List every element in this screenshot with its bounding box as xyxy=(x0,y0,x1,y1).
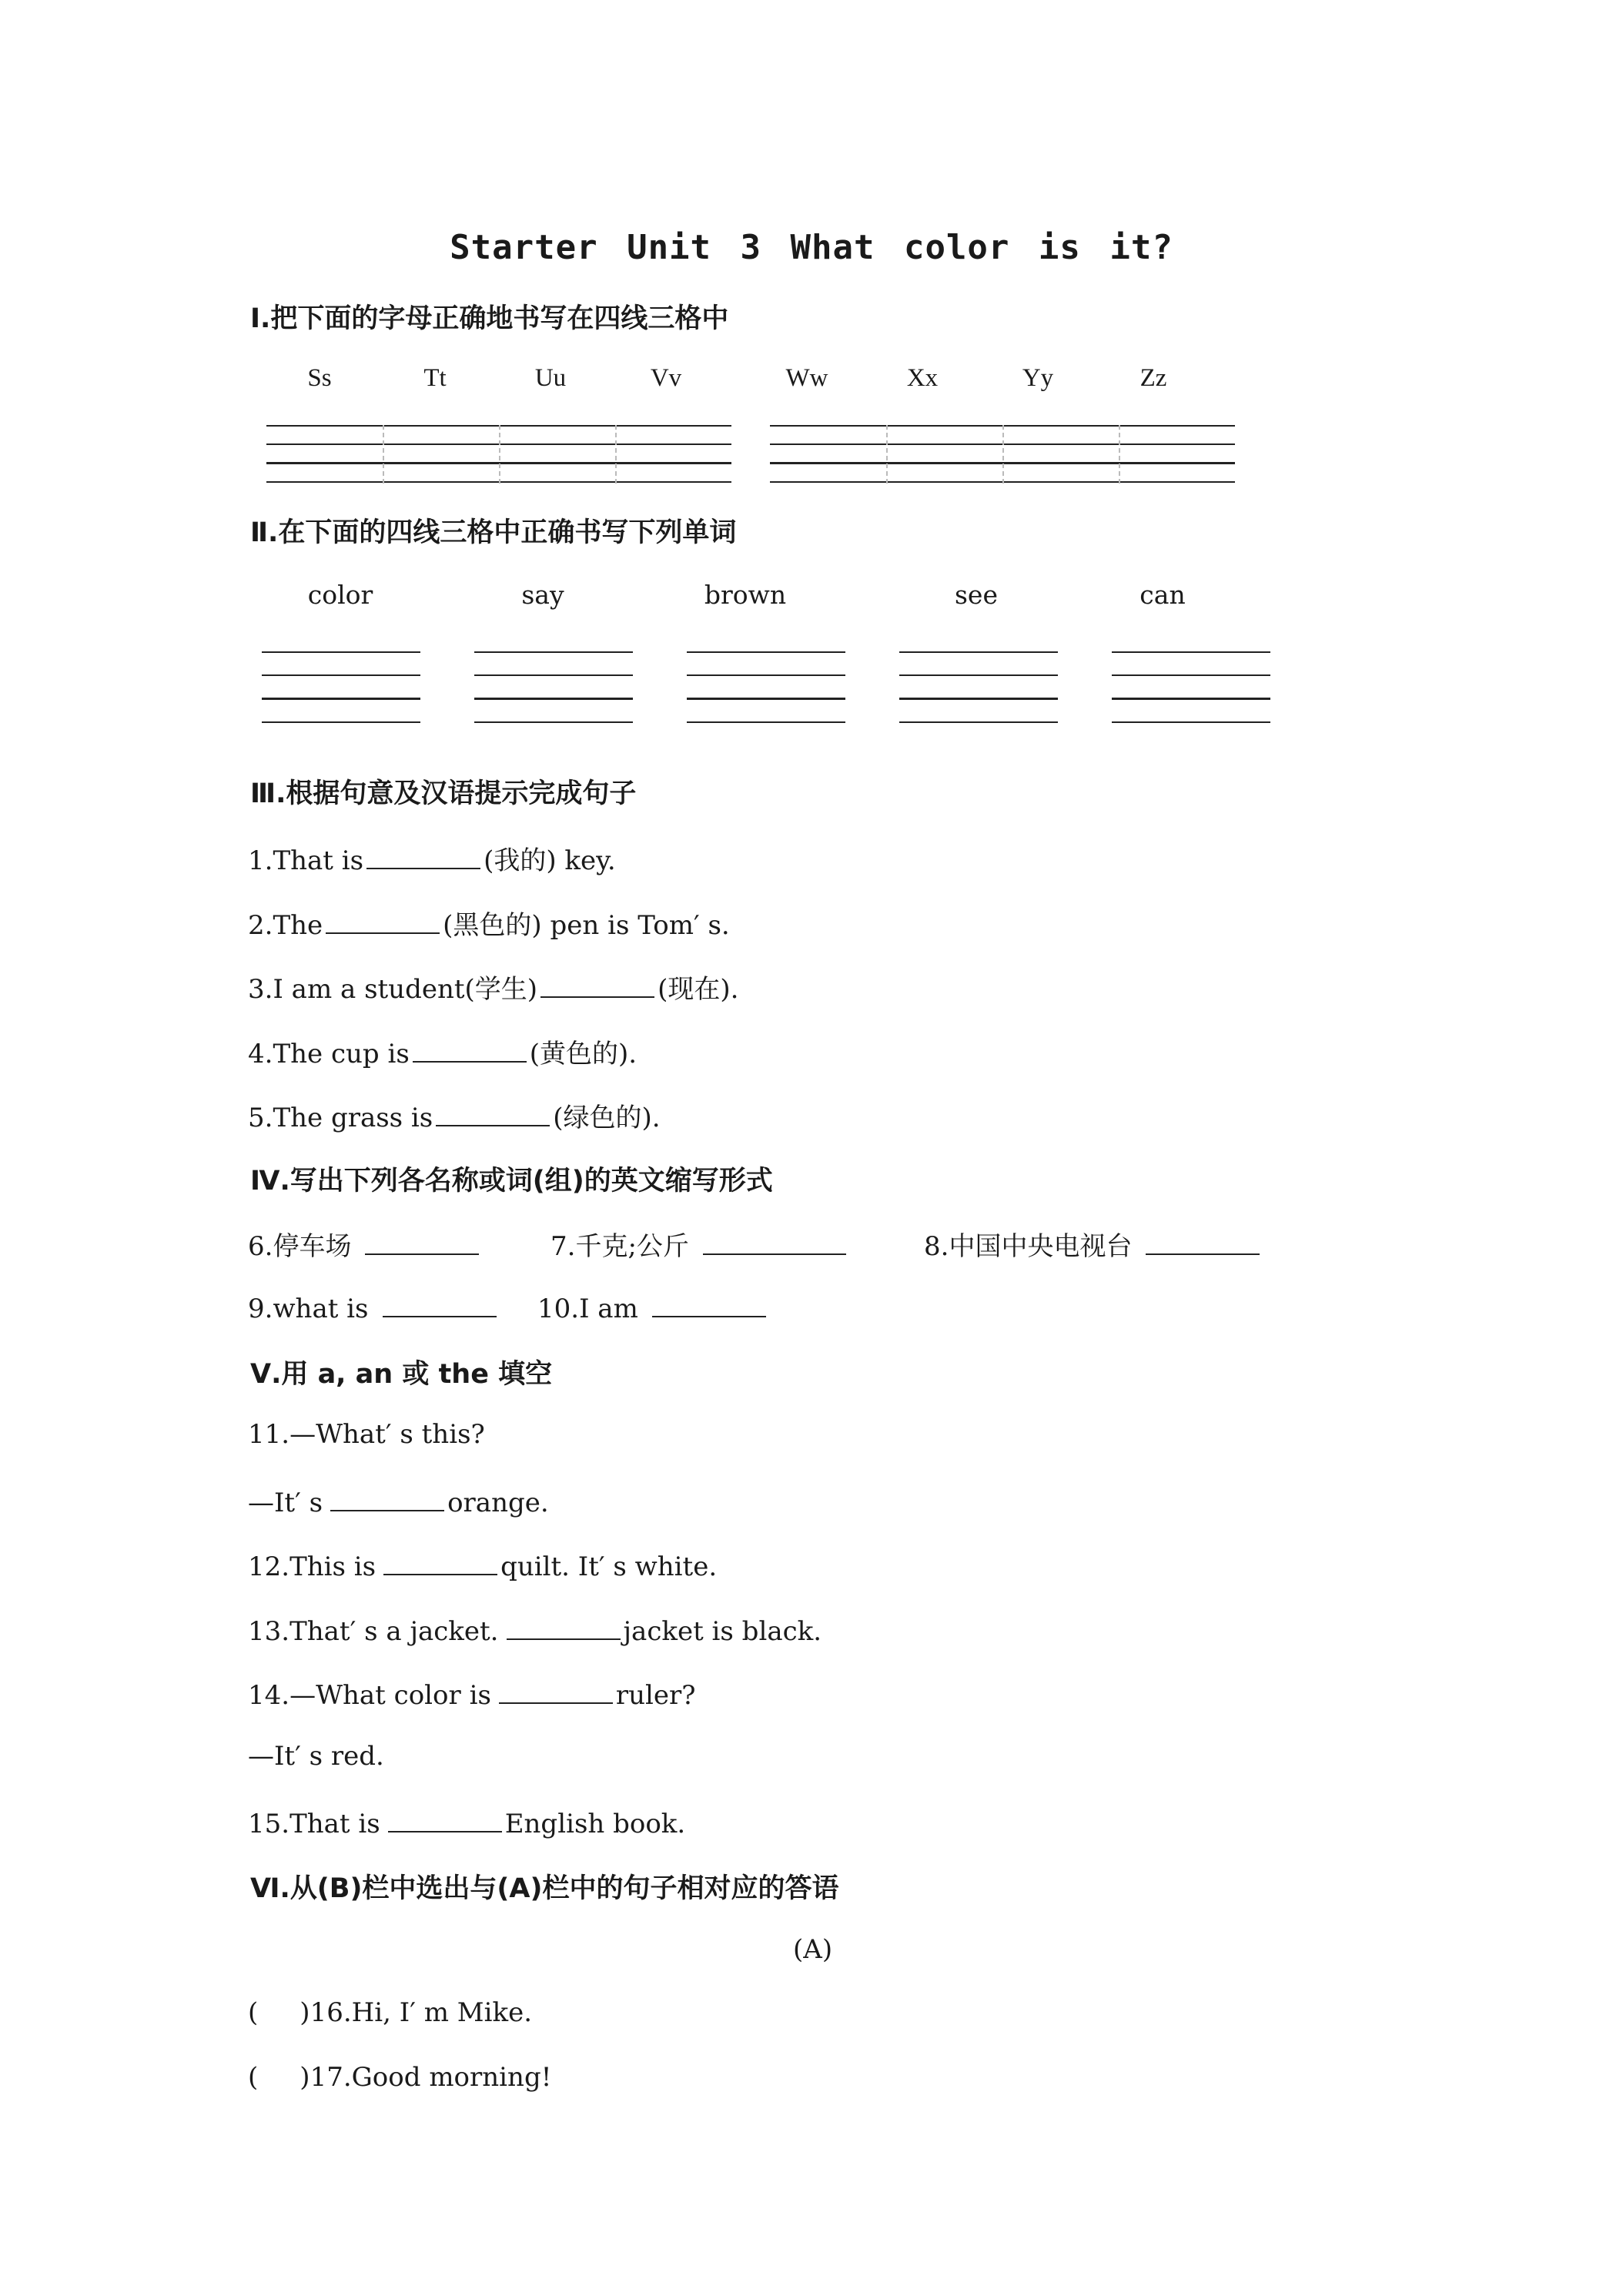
section-1-heading: Ⅰ.把下面的字母正确地书写在四线三格中 xyxy=(250,303,729,334)
answer-blank[interactable] xyxy=(652,1290,766,1317)
question-4: 4.The cup is (黄色的). xyxy=(248,1033,637,1070)
letter-item: Ww xyxy=(785,364,828,392)
four-line-grid[interactable] xyxy=(899,651,1058,724)
letter-item: Zz xyxy=(1139,364,1167,392)
question-7: 7.千克;公斤 xyxy=(550,1225,849,1263)
question-16: ( )16.Hi, I′ m Mike. xyxy=(248,1997,533,2028)
answer-blank[interactable] xyxy=(366,842,480,869)
four-line-grid[interactable] xyxy=(687,651,845,724)
answer-blank[interactable] xyxy=(326,906,440,934)
answer-blank[interactable] xyxy=(499,1676,613,1704)
question-14-answer: —It′ s red. xyxy=(248,1741,384,1772)
question-10: 10.I am xyxy=(537,1290,769,1324)
answer-blank[interactable] xyxy=(413,1035,527,1063)
answer-blank[interactable] xyxy=(436,1099,550,1126)
answer-blank[interactable] xyxy=(365,1227,479,1255)
four-line-grid[interactable] xyxy=(474,651,633,724)
letter-item: Vv xyxy=(650,364,682,392)
question-5: 5.The grass is (绿色的). xyxy=(248,1096,661,1134)
question-17: ( )17.Good morning! xyxy=(248,2062,552,2093)
question-1: 1.That is (我的) key. xyxy=(248,839,616,877)
question-12: 12.This is quilt. It′ s white. xyxy=(248,1548,717,1582)
answer-blank[interactable] xyxy=(507,1612,621,1640)
letter-item: Xx xyxy=(906,364,939,392)
word-item: can xyxy=(1139,580,1186,610)
letter-item: Yy xyxy=(1022,364,1054,392)
answer-paren[interactable]: ( ) xyxy=(248,2062,310,2093)
answer-blank[interactable] xyxy=(1146,1227,1260,1255)
section-6-heading: Ⅵ.从(B)栏中选出与(A)栏中的句子相对应的答语 xyxy=(250,1873,839,1904)
letter-item: Tt xyxy=(423,364,447,392)
question-9: 9.what is xyxy=(248,1290,500,1324)
section-3-heading: Ⅲ.根据句意及汉语提示完成句子 xyxy=(250,778,637,809)
word-item: brown xyxy=(704,580,787,610)
question-6: 6.停车场 xyxy=(248,1225,482,1263)
column-a-label: (A) xyxy=(793,1934,833,1965)
section-4-heading: Ⅳ.写出下列各名称或词(组)的英文缩写形式 xyxy=(250,1166,773,1197)
letter-item: Ss xyxy=(307,364,332,392)
answer-blank[interactable] xyxy=(540,970,654,998)
question-11-answer: —It′ s orange. xyxy=(248,1484,549,1518)
question-15: 15.That is English book. xyxy=(248,1805,685,1839)
question-13: 13.That′ s a jacket. jacket is black. xyxy=(248,1612,822,1647)
four-line-grid[interactable] xyxy=(770,425,1235,484)
question-8: 8.中国中央电视台 xyxy=(924,1225,1263,1263)
answer-blank[interactable] xyxy=(383,1548,497,1575)
word-item: see xyxy=(955,580,998,610)
four-line-grid[interactable] xyxy=(1112,651,1270,724)
letter-item: Uu xyxy=(534,364,567,392)
word-item: color xyxy=(307,580,373,610)
word-item: say xyxy=(521,580,564,610)
four-line-grid[interactable] xyxy=(262,651,420,724)
page-title: Starter Unit 3 What color is it? xyxy=(450,228,1173,267)
answer-blank[interactable] xyxy=(703,1227,846,1255)
four-line-grid[interactable] xyxy=(266,425,731,484)
question-3: 3.I am a student(学生) (现在). xyxy=(248,968,738,1006)
question-11-prompt: 11.—What′ s this? xyxy=(248,1419,485,1450)
answer-paren[interactable]: ( ) xyxy=(248,1997,310,2028)
section-5-heading: Ⅴ.用 a, an 或 the 填空 xyxy=(250,1359,553,1390)
answer-blank[interactable] xyxy=(383,1290,497,1317)
question-2: 2.The (黑色的) pen is Tom′ s. xyxy=(248,904,730,942)
answer-blank[interactable] xyxy=(330,1484,444,1511)
question-14-prompt: 14.—What color is ruler? xyxy=(248,1676,696,1711)
section-2-heading: Ⅱ.在下面的四线三格中正确书写下列单词 xyxy=(250,517,737,548)
answer-blank[interactable] xyxy=(388,1805,502,1832)
